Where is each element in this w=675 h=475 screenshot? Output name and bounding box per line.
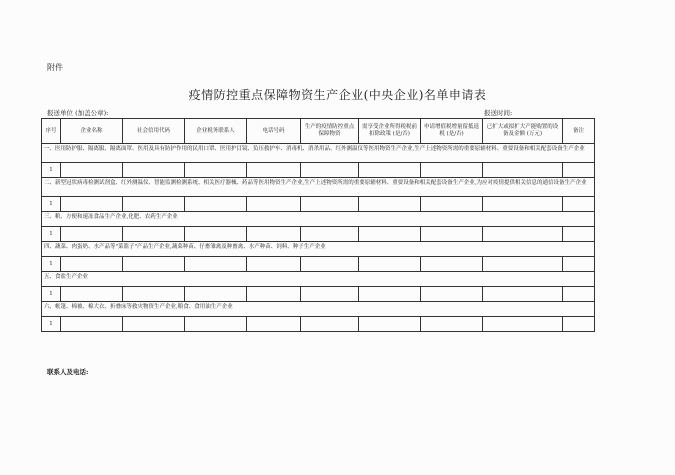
category-title: 三、粮、方便和速冻食品生产企业,化肥、农药生产企业 [42, 212, 595, 227]
tax-contact-cell[interactable] [185, 257, 247, 272]
col-header-credit-code: 社会信用代码 [123, 119, 185, 144]
category-title: 五、食盐生产企业 [42, 272, 595, 287]
vat-refund-cell[interactable] [421, 197, 483, 212]
equipment-cell[interactable] [483, 317, 563, 332]
supplies-cell[interactable] [301, 163, 359, 178]
category-row [42, 212, 595, 227]
credit-code-cell[interactable] [123, 317, 185, 332]
tax-contact-cell[interactable] [185, 227, 247, 242]
phone-cell[interactable] [247, 317, 301, 332]
company-name-cell[interactable] [61, 197, 123, 212]
equipment-cell[interactable] [483, 227, 563, 242]
col-header-equipment: 已扩大或拟扩大产能购置的设备及金额 (万元) [483, 119, 563, 144]
table-row [42, 163, 595, 178]
supplies-cell[interactable] [301, 287, 359, 302]
tax-contact-cell[interactable] [185, 163, 247, 178]
category-row [42, 272, 595, 287]
tax-contact-cell[interactable] [185, 197, 247, 212]
tax-deduction-cell[interactable] [359, 257, 421, 272]
col-header-tax-deduction: 需享受企业所得税税前扣除政策 (是/否) [359, 119, 421, 144]
table-row [42, 257, 595, 272]
col-header-supplies: 生产的疫情防控重点保障物资 [301, 119, 359, 144]
company-name-cell[interactable] [61, 317, 123, 332]
equipment-cell[interactable] [483, 287, 563, 302]
supplies-cell[interactable] [301, 227, 359, 242]
tax-deduction-cell[interactable] [359, 227, 421, 242]
contact-label: 联系人及电话: [47, 368, 89, 376]
remarks-cell[interactable] [563, 227, 595, 242]
vat-refund-cell[interactable] [421, 257, 483, 272]
vat-refund-cell[interactable] [421, 317, 483, 332]
credit-code-cell[interactable] [123, 257, 185, 272]
credit-code-cell[interactable] [123, 163, 185, 178]
supplies-cell[interactable] [301, 197, 359, 212]
page-title: 疫情防控重点保障物资生产企业(中央企业)名单申请表 [188, 88, 487, 102]
row-number: 1 [42, 197, 61, 212]
col-header-remarks: 备注 [563, 119, 595, 144]
col-header-vat-refund: 申请增值税增量留抵退税 (是/否) [421, 119, 483, 144]
phone-cell[interactable] [247, 227, 301, 242]
category-row [42, 302, 595, 317]
tax-deduction-cell[interactable] [359, 163, 421, 178]
row-number: 1 [42, 317, 61, 332]
reporting-time-label: 报送时间: [484, 109, 513, 117]
equipment-cell[interactable] [483, 163, 563, 178]
attachment-label: 附件 [47, 63, 63, 72]
table-header-row [42, 119, 595, 144]
remarks-cell[interactable] [563, 197, 595, 212]
col-header-tax-contact: 企业税务联系人 [185, 119, 247, 144]
category-row [42, 144, 595, 163]
company-name-cell[interactable] [61, 287, 123, 302]
credit-code-cell[interactable] [123, 287, 185, 302]
tax-contact-cell[interactable] [185, 287, 247, 302]
category-title: 二、新型冠状病毒检测试剂盒、红外测温仪、智能监测检测系统、相关医疗器械、药品等医用物资生产企业,生产上述物资所需的重要原辅材料、重要设备和相关配套设备生产企业,为应对疫情提供相关信息的通信设备生产企业 [42, 178, 595, 197]
remarks-cell[interactable] [563, 163, 595, 178]
phone-cell[interactable] [247, 287, 301, 302]
phone-cell[interactable] [247, 197, 301, 212]
category-row [42, 178, 595, 197]
equipment-cell[interactable] [483, 197, 563, 212]
category-title: 四、蔬菜、肉蛋奶、水产品等"菜篮子"产品生产企业,蔬菜种苗、仔畜雏禽及种畜禽、水产种苗、饲料、种子生产企业 [42, 242, 595, 257]
supplies-cell[interactable] [301, 257, 359, 272]
col-header-index: 序号 [42, 119, 61, 144]
table-row [42, 287, 595, 302]
remarks-cell[interactable] [563, 257, 595, 272]
tax-contact-cell[interactable] [185, 317, 247, 332]
company-name-cell[interactable] [61, 163, 123, 178]
table-row [42, 197, 595, 212]
table-row [42, 317, 595, 332]
phone-cell[interactable] [247, 257, 301, 272]
vat-refund-cell[interactable] [421, 227, 483, 242]
company-name-cell[interactable] [61, 227, 123, 242]
credit-code-cell[interactable] [123, 227, 185, 242]
vat-refund-cell[interactable] [421, 287, 483, 302]
category-row [42, 242, 595, 257]
row-number: 1 [42, 257, 61, 272]
credit-code-cell[interactable] [123, 197, 185, 212]
tax-deduction-cell[interactable] [359, 287, 421, 302]
tax-deduction-cell[interactable] [359, 197, 421, 212]
supplies-cell[interactable] [301, 317, 359, 332]
table-row [42, 227, 595, 242]
col-header-company-name: 企业名称 [61, 119, 123, 144]
tax-deduction-cell[interactable] [359, 317, 421, 332]
category-title: 六、帐篷、棉被、棉大衣、折叠床等救灾物资生产企业,粮食、食用油生产企业 [42, 302, 595, 317]
phone-cell[interactable] [247, 163, 301, 178]
company-name-cell[interactable] [61, 257, 123, 272]
col-header-phone: 电话号码 [247, 119, 301, 144]
remarks-cell[interactable] [563, 317, 595, 332]
row-number: 1 [42, 163, 61, 178]
category-title: 一、医用防护服、隔离服、隔离面罩、医用及具有防护作用的民用口罩、医用护目镜、负压救护车、消毒机、消杀用品、红外测温仪等医用物资生产企业,生产上述物资所需的重要原辅材料、重要设备和相关配套设备生产企业 [42, 144, 595, 163]
vat-refund-cell[interactable] [421, 163, 483, 178]
application-table [41, 118, 595, 332]
row-number: 1 [42, 287, 61, 302]
reporting-unit-label: 报送单位 (加盖公章): [47, 109, 109, 117]
row-number: 1 [42, 227, 61, 242]
equipment-cell[interactable] [483, 257, 563, 272]
remarks-cell[interactable] [563, 287, 595, 302]
